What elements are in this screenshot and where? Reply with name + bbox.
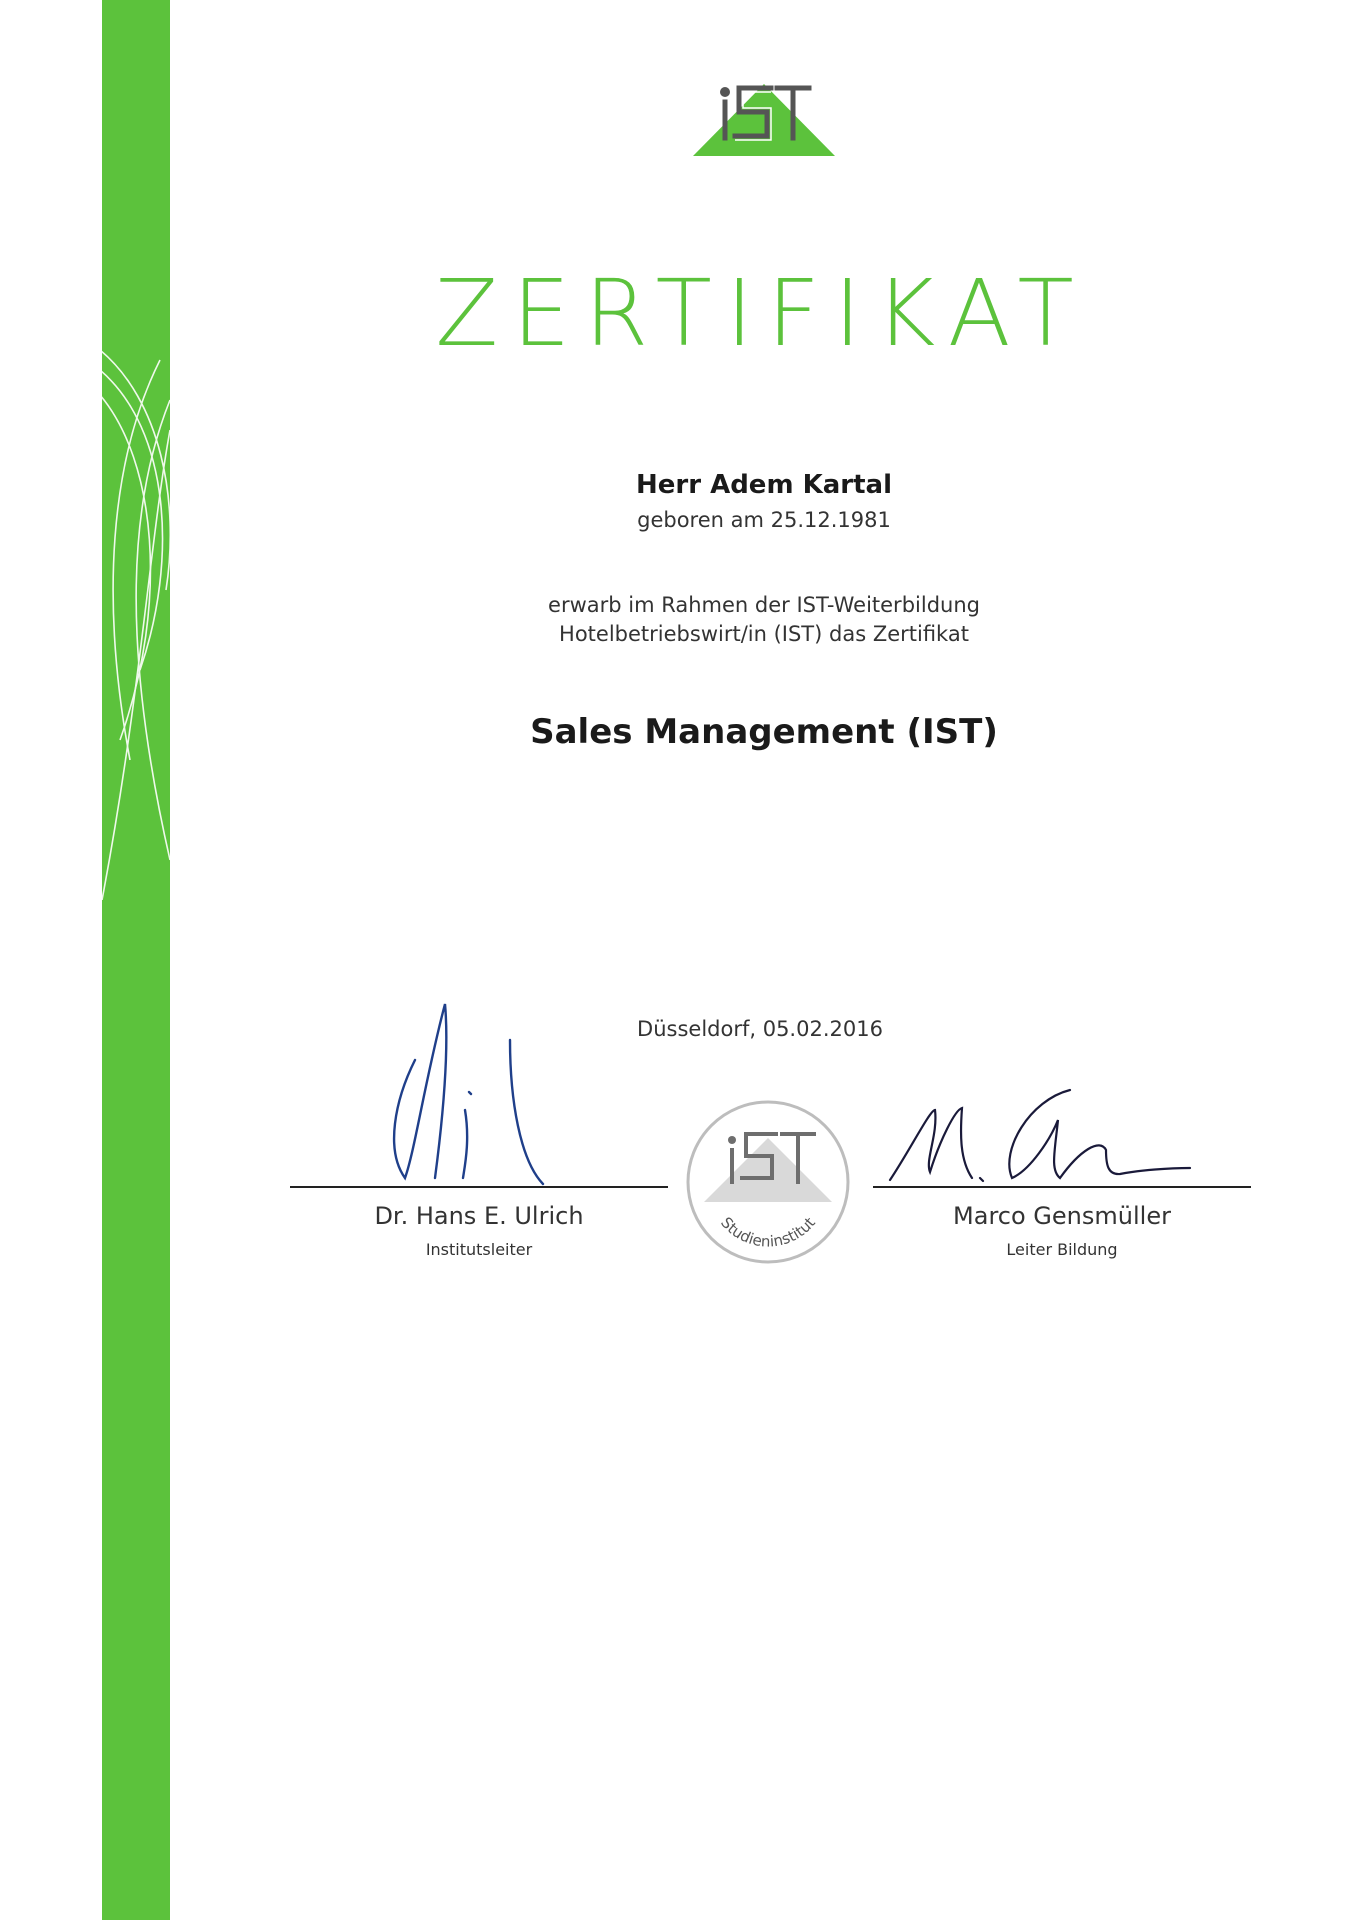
signer-role-left: Institutsleiter bbox=[425, 1240, 533, 1259]
recipient-name: Herr Adem Kartal bbox=[635, 470, 892, 500]
signature-line-right bbox=[873, 1186, 1251, 1188]
certificate-title: ZERTIFIKAT bbox=[435, 260, 1088, 367]
signature-right bbox=[880, 1080, 1200, 1190]
birth-date-line: geboren am 25.12.1981 bbox=[637, 508, 891, 532]
signature-left bbox=[385, 1000, 565, 1190]
course-title: Sales Management (IST) bbox=[530, 712, 998, 752]
intro-line-1: erwarb im Rahmen der IST-Weiterbildung bbox=[548, 593, 980, 617]
signer-role-right: Leiter Bildung bbox=[1006, 1240, 1118, 1259]
seal-text: Studieninstitut bbox=[717, 1213, 819, 1251]
signer-name-left: Dr. Hans E. Ulrich bbox=[374, 1202, 584, 1230]
decorative-curves bbox=[100, 340, 180, 900]
intro-line-2: Hotelbetriebswirt/in (IST) das Zertifikat bbox=[559, 622, 969, 646]
ist-logo bbox=[693, 78, 835, 156]
signer-name-right: Marco Gensmüller bbox=[953, 1202, 1171, 1230]
signature-line-left bbox=[290, 1186, 668, 1188]
institute-seal bbox=[684, 1098, 852, 1266]
place-date: Düsseldorf, 05.02.2016 bbox=[637, 1017, 883, 1041]
